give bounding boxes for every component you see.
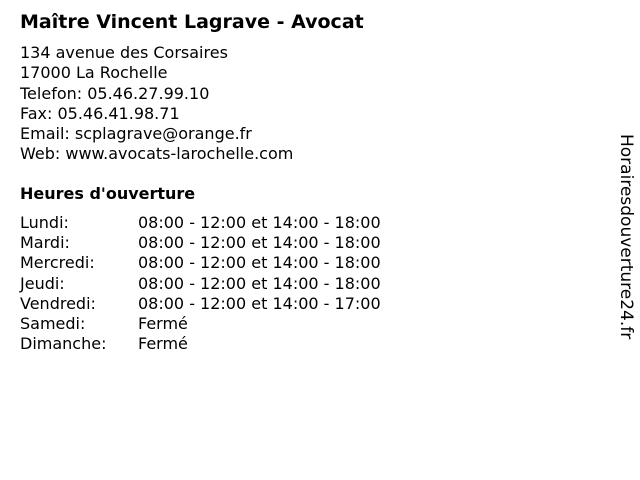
page-title: Maître Vincent Lagrave - Avocat: [20, 11, 364, 33]
day-label: Lundi:: [20, 213, 69, 232]
time-value: Fermé: [138, 334, 188, 354]
day-label: Dimanche:: [20, 334, 107, 354]
watermark-text: Horairesdouverture24.fr: [616, 134, 636, 340]
hours-heading: Heures d'ouverture: [20, 184, 196, 203]
email-line: Email: scplagrave@orange.fr: [20, 124, 252, 144]
day-label: Samedi:: [20, 313, 86, 333]
contact-block: [20, 43, 293, 165]
day-label: Mercredi:: [20, 253, 95, 273]
web-line: Web: www.avocats-larochelle.com: [20, 144, 294, 164]
address-street: 134 avenue des Corsaires: [20, 43, 228, 62]
phone-line: Telefon: 05.46.27.99.10: [20, 83, 210, 103]
time-value: 08:00 - 12:00 et 14:00 - 18:00: [138, 233, 381, 253]
fax-line: Fax: 05.46.41.98.71: [20, 103, 180, 123]
address-city: 17000 La Rochelle: [20, 63, 168, 83]
time-value: Fermé: [138, 313, 188, 333]
watermark: [608, 134, 640, 374]
time-value: 08:00 - 12:00 et 14:00 - 17:00: [138, 293, 381, 313]
time-value: 08:00 - 12:00 et 14:00 - 18:00: [138, 253, 381, 273]
day-label: Jeudi:: [20, 273, 65, 293]
day-label: Vendredi:: [20, 293, 96, 313]
time-value: 08:00 - 12:00 et 14:00 - 18:00: [138, 273, 381, 293]
day-label: Mardi:: [20, 233, 70, 253]
time-value: 08:00 - 12:00 et 14:00 - 18:00: [138, 213, 381, 232]
